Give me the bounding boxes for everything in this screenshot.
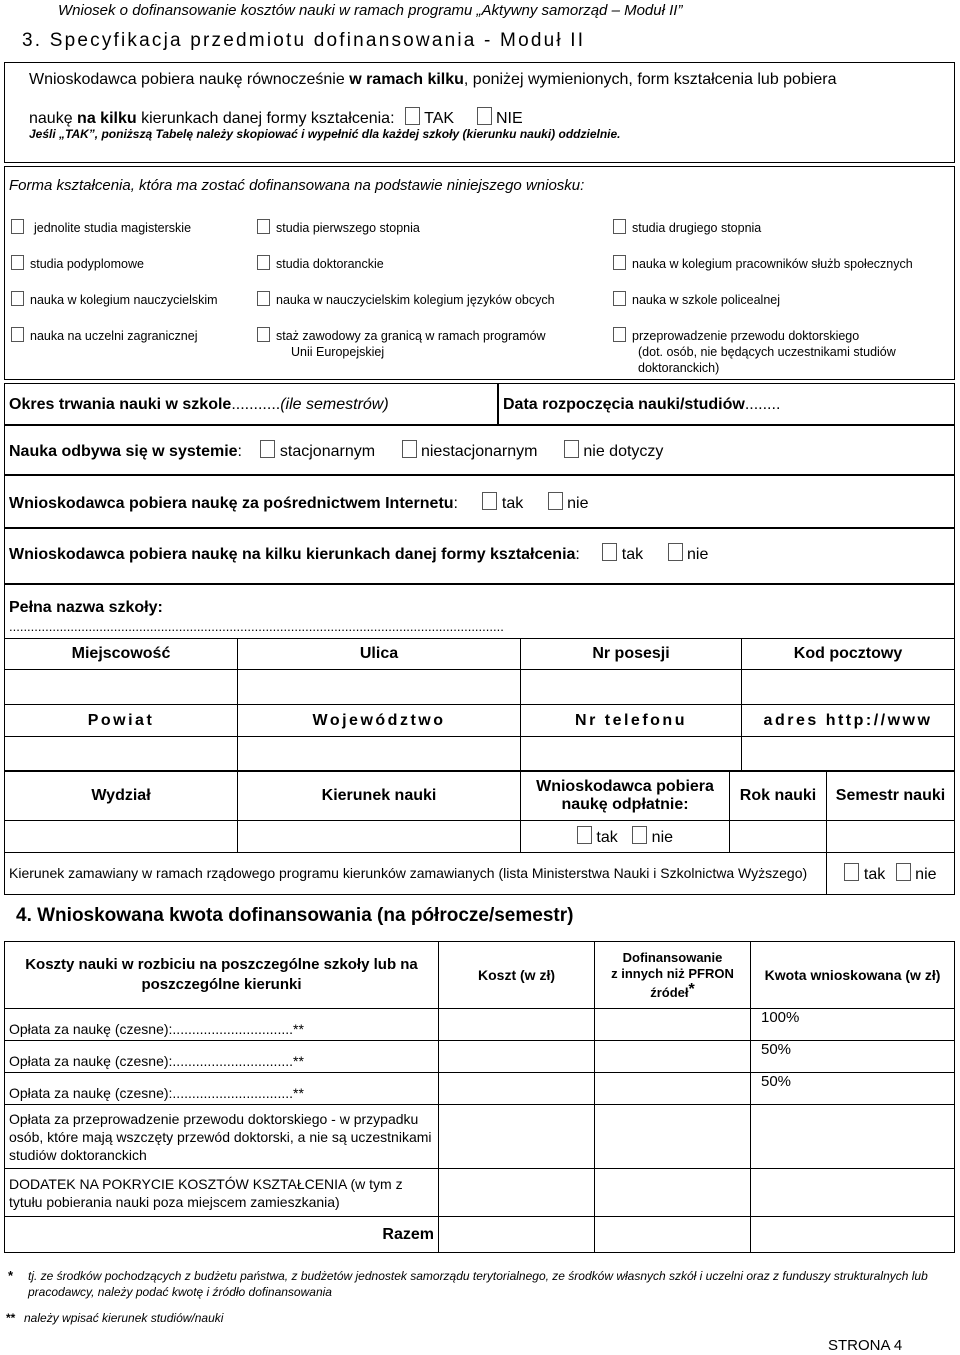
- row-oplata-label: Opłata za naukę (czesne):...............................**: [5, 1073, 439, 1105]
- input-kwota[interactable]: [751, 1169, 955, 1217]
- input-koszt[interactable]: [439, 1105, 595, 1169]
- checkbox[interactable]: [257, 255, 270, 270]
- intro-box: [4, 62, 955, 163]
- input-koszt[interactable]: [439, 1073, 595, 1105]
- input-koszt[interactable]: [439, 1169, 595, 1217]
- intro-line-1: Wnioskodawca pobiera naukę równocześnie w ramach kilku, poniżej wymienionych, form kształcenia lub pobiera: [29, 71, 837, 88]
- checkbox[interactable]: [11, 327, 24, 342]
- section-4-title: 4. Wnioskowana kwota dofinansowania (na półrocze/semestr): [16, 905, 574, 926]
- forma-title: Forma kształcenia, która ma zostać dofinansowana na podstawie niniejszego wniosku:: [9, 177, 585, 194]
- forma-option[interactable]: studia drugiego stopnia: [613, 219, 761, 236]
- forma-option[interactable]: studia doktoranckie: [257, 255, 384, 272]
- odplatnie-options: tak nie: [521, 821, 730, 853]
- row-pct: 50%: [751, 1041, 955, 1073]
- intro-tak-checkbox[interactable]: [405, 107, 420, 125]
- internet-box: [4, 475, 955, 528]
- col-koszty-nauki: Koszty nauki w rozbiciu na poszczególne szkoły lub na poszczególne kierunki: [5, 942, 439, 1009]
- intro-note: Jeśli „TAK”, poniższą Tabelę należy skopiować i wypełnić dla każdej szkoły (kierunku nauki) oddzielnie.: [29, 127, 621, 141]
- input-wydzial[interactable]: [5, 821, 238, 853]
- input-koszt[interactable]: [439, 1041, 595, 1073]
- input-dofinansowanie[interactable]: [595, 1105, 751, 1169]
- col-kwota-wnioskowana: Kwota wnioskowana (w zł): [751, 942, 955, 1009]
- internet-tak-checkbox[interactable]: [482, 492, 497, 510]
- forma-option[interactable]: studia podyplomowe: [11, 255, 144, 272]
- kierunek-table: [4, 770, 955, 895]
- col-wojewodztwo: Województwo: [238, 705, 521, 737]
- zamawiany-nie-checkbox[interactable]: [896, 863, 911, 881]
- page-number: STRONA 4: [828, 1337, 903, 1354]
- stacjonarny-checkbox[interactable]: [260, 440, 275, 458]
- col-miejscowosc: Miejscowość: [5, 639, 238, 670]
- checkbox[interactable]: [257, 327, 270, 342]
- input-razem-koszt[interactable]: [439, 1217, 595, 1253]
- forma-option[interactable]: przeprowadzenie przewodu doktorskiego (dot. osób, nie będących uczestnikami studiów doktoranckich): [613, 327, 896, 376]
- row-pct: 50%: [751, 1073, 955, 1105]
- okres-label: Okres trwania nauki w szkole...........(ile semestrów): [9, 396, 389, 413]
- szkola-name-label: Pełna nazwa szkoły:: [9, 599, 163, 616]
- col-semestr-nauki: Semestr nauki: [827, 771, 955, 821]
- forma-option[interactable]: nauka w nauczycielskim kolegium języków obcych: [257, 291, 555, 308]
- kierunki-nie-checkbox[interactable]: [668, 543, 683, 561]
- intro-nie-checkbox[interactable]: [477, 107, 492, 125]
- input-dofinansowanie[interactable]: [595, 1073, 751, 1105]
- checkbox[interactable]: [11, 255, 24, 270]
- col-rok-nauki: Rok nauki: [730, 771, 827, 821]
- odplatnie-nie-checkbox[interactable]: [632, 826, 647, 844]
- forma-option[interactable]: jednolite studia magisterskie: [11, 219, 191, 236]
- address-table: [4, 638, 955, 772]
- okres-box: [4, 383, 498, 425]
- row-doktorski-label: Opłata za przeprowadzenie przewodu doktorskiego - w przypadku osób, które mają wszczęty przewód doktorski, a nie są uczestnikami studiów doktoranckich: [5, 1105, 439, 1169]
- szkola-name-dots: .........................................................................................................................................: [9, 619, 504, 634]
- input-semestr[interactable]: [827, 821, 955, 853]
- data-rozpoczecia-label: Data rozpoczęcia nauki/studiów........: [503, 396, 781, 413]
- col-dofinansowanie: Dofinansowanie z innych niż PFRON źródeł*: [595, 942, 751, 1009]
- row-dodatek-label: DODATEK NA POKRYCIE KOSZTÓW KSZTAŁCENIA (w tym z tytułu pobierania nauki poza miejscem zamieszkania): [5, 1169, 439, 1217]
- checkbox[interactable]: [11, 219, 24, 234]
- forma-option[interactable]: studia pierwszego stopnia: [257, 219, 420, 236]
- input-kwota[interactable]: [751, 1105, 955, 1169]
- forma-box: [4, 166, 955, 380]
- input-miejscowosc[interactable]: [5, 670, 238, 705]
- input-ulica[interactable]: [238, 670, 521, 705]
- forma-option[interactable]: staż zawodowy za granicą w ramach programów Unii Europejskiej: [257, 327, 546, 360]
- intro-line-2: naukę na kilku kierunkach danej formy kształcenia: TAK NIE: [29, 107, 523, 128]
- checkbox[interactable]: [257, 291, 270, 306]
- input-rok-nauki[interactable]: [730, 821, 827, 853]
- row-oplata-label: Opłata za naukę (czesne):...............................**: [5, 1009, 439, 1041]
- checkbox[interactable]: [613, 291, 626, 306]
- niestacjonarny-checkbox[interactable]: [402, 440, 417, 458]
- input-wojewodztwo[interactable]: [238, 737, 521, 772]
- kierunki-box: [4, 528, 955, 584]
- internet-nie-checkbox[interactable]: [548, 492, 563, 510]
- internet-row: Wnioskodawca pobiera naukę za pośrednictwem Internetu: tak nie: [9, 492, 589, 513]
- col-adres-www: adres http://www: [742, 705, 955, 737]
- col-koszt: Koszt (w zł): [439, 942, 595, 1009]
- col-odplatnie: Wnioskodawca pobiera naukę odpłatnie:: [521, 771, 730, 821]
- zamawiany-label: Kierunek zamawiany w ramach rządowego programu kierunków zamawianych (lista Ministerstwa Nauki i Szkolnictwa Wyższego): [5, 853, 827, 895]
- input-powiat[interactable]: [5, 737, 238, 772]
- input-razem-kwota[interactable]: [751, 1217, 955, 1253]
- row-razem-label: Razem: [5, 1217, 439, 1253]
- checkbox[interactable]: [257, 219, 270, 234]
- input-kierunek[interactable]: [238, 821, 521, 853]
- odplatnie-tak-checkbox[interactable]: [577, 826, 592, 844]
- input-kod-pocztowy[interactable]: [742, 670, 955, 705]
- forma-option[interactable]: nauka na uczelni zagranicznej: [11, 327, 197, 344]
- col-kod-pocztowy: Kod pocztowy: [742, 639, 955, 670]
- footnote-star: *: [8, 1268, 14, 1283]
- input-nr-posesji[interactable]: [521, 670, 742, 705]
- forma-option[interactable]: nauka w kolegium nauczycielskim: [11, 291, 218, 308]
- kierunki-tak-checkbox[interactable]: [602, 543, 617, 561]
- checkbox[interactable]: [613, 327, 626, 342]
- input-koszt[interactable]: [439, 1009, 595, 1041]
- row-oplata-label: Opłata za naukę (czesne):...............................**: [5, 1041, 439, 1073]
- kierunki-row: Wnioskodawca pobiera naukę na kilku kierunkach danej formy kształcenia: tak nie: [9, 543, 708, 564]
- col-wydzial: Wydział: [5, 771, 238, 821]
- input-razem-dofinansowanie[interactable]: [595, 1217, 751, 1253]
- section-3-title: 3. Specyfikacja przedmiotu dofinansowania - Moduł II: [22, 30, 586, 51]
- kwota-table: [4, 941, 955, 1253]
- row-pct: 100%: [751, 1009, 955, 1041]
- input-dofinansowanie[interactable]: [595, 1169, 751, 1217]
- col-kierunek-nauki: Kierunek nauki: [238, 771, 521, 821]
- input-adres-www[interactable]: [742, 737, 955, 772]
- footnote-double-star: **: [6, 1311, 16, 1325]
- system-box: [4, 425, 955, 475]
- col-powiat: Powiat: [5, 705, 238, 737]
- forma-option[interactable]: nauka w szkole policealnej: [613, 291, 780, 308]
- szkola-name-box: [4, 584, 955, 639]
- system-row: Nauka odbywa się w systemie: stacjonarnym niestacjonarnym nie dotyczy: [9, 440, 663, 461]
- zamawiany-tak-checkbox[interactable]: [844, 863, 859, 881]
- checkbox[interactable]: [11, 291, 24, 306]
- col-nr-telefonu: Nr telefonu: [521, 705, 742, 737]
- input-dofinansowanie[interactable]: [595, 1009, 751, 1041]
- zamawiany-options: tak nie: [827, 853, 955, 895]
- checkbox[interactable]: [613, 219, 626, 234]
- checkbox[interactable]: [613, 255, 626, 270]
- data-rozpoczecia-box: [498, 383, 955, 425]
- footnote-1: tj. ze środków pochodzących z budżetu państwa, z budżetów jednostek samorządu terytorialnego, ze środków własnych szkół i uczelni oraz z funduszy strukturalnych lub pracodawcy, należy podać kwotę i źródło dofinansowania: [28, 1269, 928, 1299]
- col-ulica: Ulica: [238, 639, 521, 670]
- col-nr-posesji: Nr posesji: [521, 639, 742, 670]
- input-nr-telefonu[interactable]: [521, 737, 742, 772]
- forma-option[interactable]: nauka w kolegium pracowników służb społecznych: [613, 255, 913, 272]
- footnote-2: należy wpisać kierunek studiów/nauki: [24, 1311, 224, 1325]
- input-dofinansowanie[interactable]: [595, 1041, 751, 1073]
- nie-dotyczy-checkbox[interactable]: [564, 440, 579, 458]
- document-header: Wniosek o dofinansowanie kosztów nauki w ramach programu „Aktywny samorząd – Moduł II”: [58, 2, 683, 19]
